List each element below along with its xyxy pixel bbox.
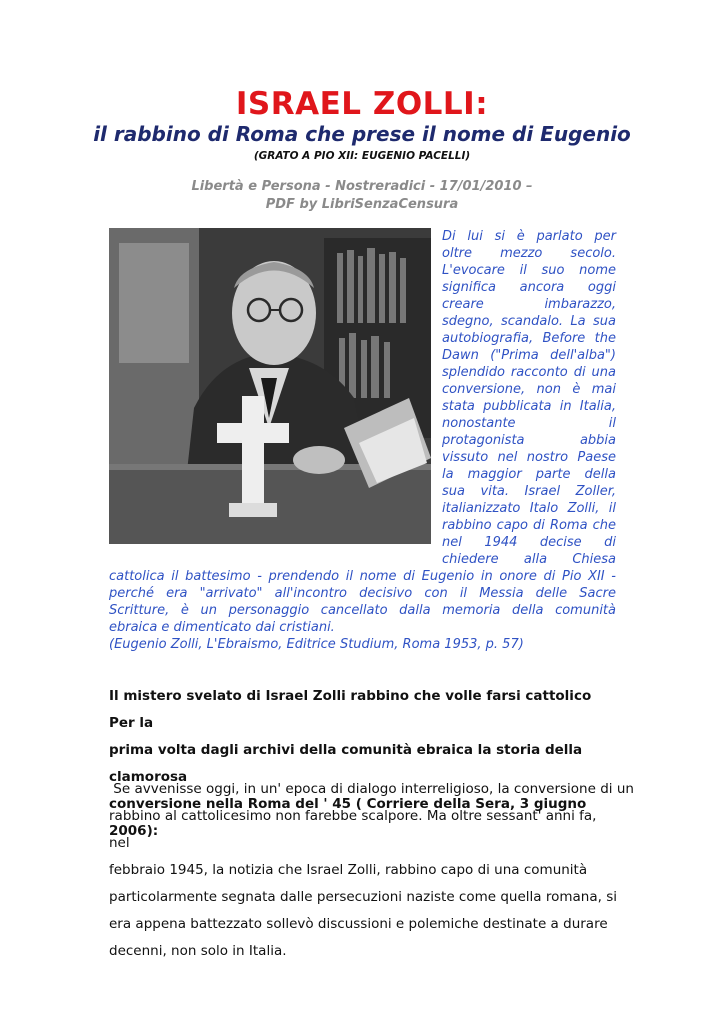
- quote-line: la maggior parte della: [442, 467, 616, 482]
- source-line-2: PDF by LibriSenzaCensura: [265, 197, 459, 212]
- quote-line: protagonista abbia: [442, 433, 616, 448]
- source-line-1: Libertà e Persona - Nostreradici - 17/01/2010 –: [191, 179, 533, 194]
- quote-line: ebraica e dimenticato dai cristiani.: [109, 620, 335, 635]
- quote-line: creare imbarazzo,: [442, 297, 616, 312]
- body-line: rabbino al cattolicesimo non farebbe scalpore. Ma oltre sessant' anni fa, nel: [109, 808, 597, 851]
- quote-line: autobiografia, Before the: [442, 331, 616, 346]
- quote-line: nonostante il: [442, 416, 616, 431]
- quote-line: splendido racconto di una: [442, 365, 616, 380]
- subtitle-note: (GRATO A PIO XII: EUGENIO PACELLI): [253, 150, 471, 162]
- quote-line: nel 1944 decise di: [442, 535, 616, 550]
- portrait-illustration: [109, 228, 431, 544]
- body-line: particolarmente segnata dalle persecuzioni naziste come quella romana, si: [109, 889, 617, 905]
- document-title: ISRAEL ZOLLI:: [235, 86, 489, 122]
- quote-full-width: [109, 568, 616, 636]
- photo-israel-zolli: [109, 228, 431, 544]
- quote-wrapped-column: [442, 228, 616, 568]
- quote-line: chiedere alla Chiesa: [442, 552, 616, 567]
- quote-line: vissuto nel nostro Paese: [442, 450, 616, 465]
- quote-line: perché era "arrivato" all'incontro decisivo con il Messia delle Sacre: [109, 586, 616, 601]
- quote-line: oltre mezzo secolo.: [442, 246, 616, 261]
- quote-line: conversione, non è mai: [442, 382, 616, 397]
- document-subtitle: il rabbino di Roma che prese il nome di Eugenio: [93, 122, 631, 146]
- lead-line: Il mistero svelato di Israel Zolli rabbino che volle farsi cattolico Per la: [109, 688, 592, 731]
- quote-line: cattolica il battesimo - prendendo il nome di Eugenio in onore di Pio XII -: [109, 569, 616, 584]
- quote-line: Dawn ("Prima dell'alba"): [442, 348, 616, 363]
- lead-line: prima volta dagli archivi della comunità ebraica la storia della clamorosa: [109, 742, 583, 785]
- quote-line: L'evocare il suo nome: [442, 263, 616, 278]
- body-line: era appena battezzato sollevò discussioni e polemiche destinate a durare: [109, 916, 608, 932]
- quote-citation: (Eugenio Zolli, L'Ebraismo, Editrice Studium, Roma 1953, p. 57): [109, 637, 524, 652]
- source-line: [0, 178, 724, 214]
- quote-line: Di lui si è parlato per: [442, 229, 616, 244]
- quote-line: stata pubblicata in Italia,: [442, 399, 616, 414]
- body-line: decenni, non solo in Italia.: [109, 943, 287, 959]
- quote-line: sdegno, scandalo. La sua: [442, 314, 616, 329]
- quote-line: significa ancora oggi: [442, 280, 616, 295]
- quote-line: sua vita. Israel Zoller,: [442, 484, 616, 499]
- quote-line: Scritture, è un personaggio cancellato dalla memoria della comunità: [109, 603, 616, 618]
- article-body: [109, 776, 634, 965]
- body-line: Se avvenisse oggi, in un' epoca di dialogo interreligioso, la conversione di un: [109, 781, 634, 797]
- quote-line: italianizzato Italo Zolli, il: [442, 501, 616, 516]
- quote-line: rabbino capo di Roma che: [442, 518, 616, 533]
- body-line: febbraio 1945, la notizia che Israel Zolli, rabbino capo di una comunità: [109, 862, 588, 878]
- lead-line: conversione nella Roma del ' 45 ( Corriere della Sera, 3 giugno 2006):: [109, 796, 587, 839]
